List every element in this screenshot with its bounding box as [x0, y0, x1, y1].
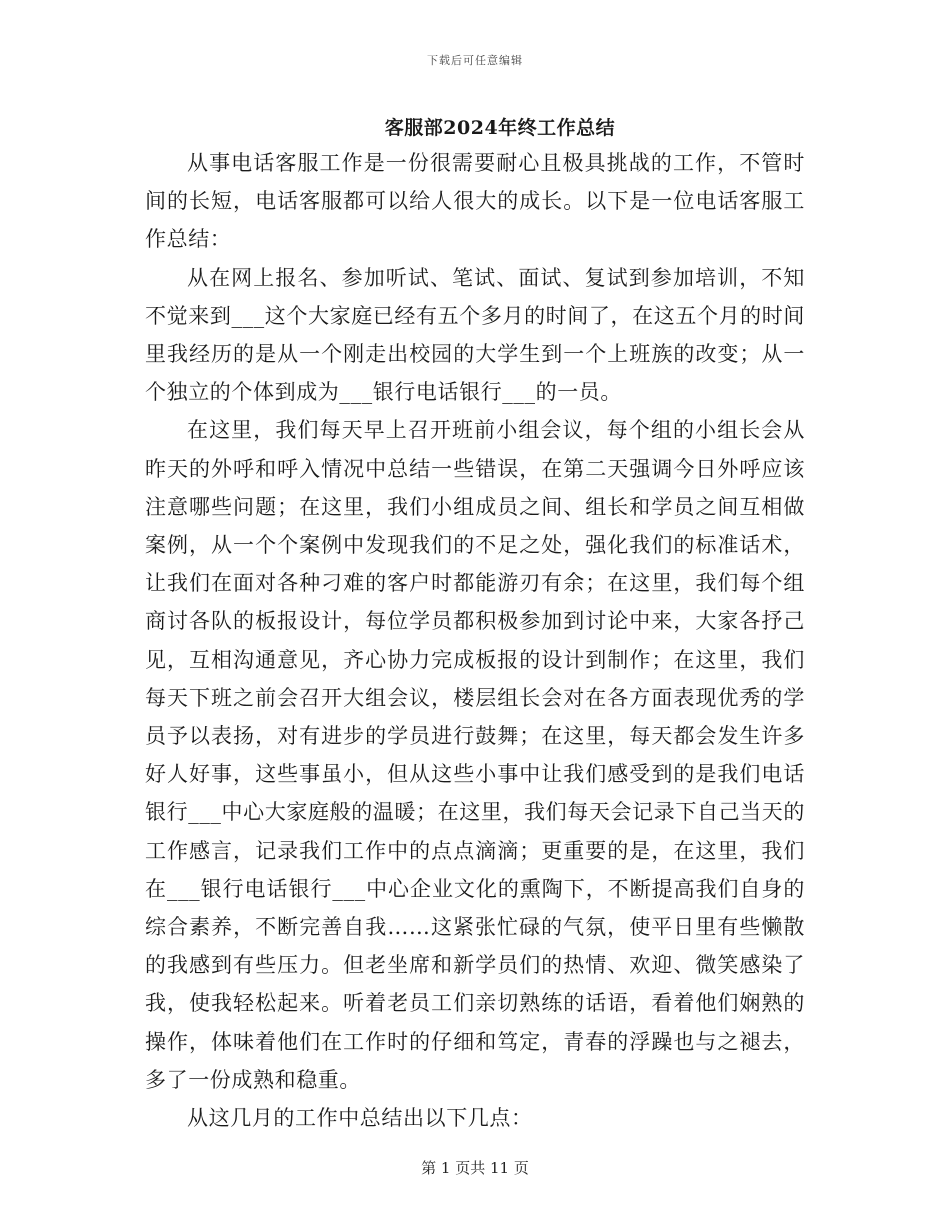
paragraph-intro: 从事电话客服工作是一份很需要耐心且极具挑战的工作，不管时间的长短，电话客服都可以给人很大的成长。以下是一位电话客服工作总结：: [145, 151, 805, 252]
page-number: 第 1 页共 11 页: [421, 1159, 529, 1177]
paragraph-background: 从在网上报名、参加听试、笔试、面试、复试到参加培训，不知不觉来到___这个大家庭已经有五个多月的时间了，在这五个月的时间里我经历的是从一个刚走出校园的大学生到一个上班族的改变；从一个独立的个体到成为___银行电话银行___的一员。: [145, 265, 805, 405]
document-body: [145, 144, 805, 1137]
document-title: 客服部2024年终工作总结: [384, 117, 616, 139]
paragraph-summary-lead: 从这几月的工作中总结出以下几点：: [187, 1106, 533, 1131]
page-header-note: 下载后可任意编辑: [427, 54, 523, 67]
paragraph-daily-work: 在这里，我们每天早上召开班前小组会议，每个组的小组长会从昨天的外呼和呼入情况中总结一些错误，在第二天强调今日外呼应该注意哪些问题；在这里，我们小组成员之间、组长和学员之间互相做案例，从一个个案例中发现我们的不足之处，强化我们的标准话术，让我们在面对各种刁难的客户时都能游刃有余；在这里，我们每个组商讨各队的板报设计，每位学员都积极参加到讨论中来，大家各抒己见，互相沟通意见，齐心协力完成板报的设计到制作；在这里，我们每天下班之前会召开大组会议，楼层组长会对在各方面表现优秀的学员予以表扬，对有进步的学员进行鼓舞；在这里，每天都会发生许多好人好事，这些事虽小，但从这些小事中让我们感受到的是我们电话银行___中心大家庭般的温暖；在这里，我们每天会记录下自己当天的工作感言，记录我们工作中的点点滴滴；更重要的是，在这里，我们在___银行电话银行___中心企业文化的熏陶下，不断提高我们自身的综合素养，不断完善自我……这紧张忙碌的气氛，使平日里有些懒散的我感到有些压力。但老坐席和新学员们的热情、欢迎、微笑感染了我，使我轻松起来。听着老员工们亲切熟练的话语，看着他们娴熟的操作，体味着他们在工作时的仔细和笃定，青春的浮躁也与之褪去，多了一份成熟和稳重。: [145, 418, 805, 1092]
